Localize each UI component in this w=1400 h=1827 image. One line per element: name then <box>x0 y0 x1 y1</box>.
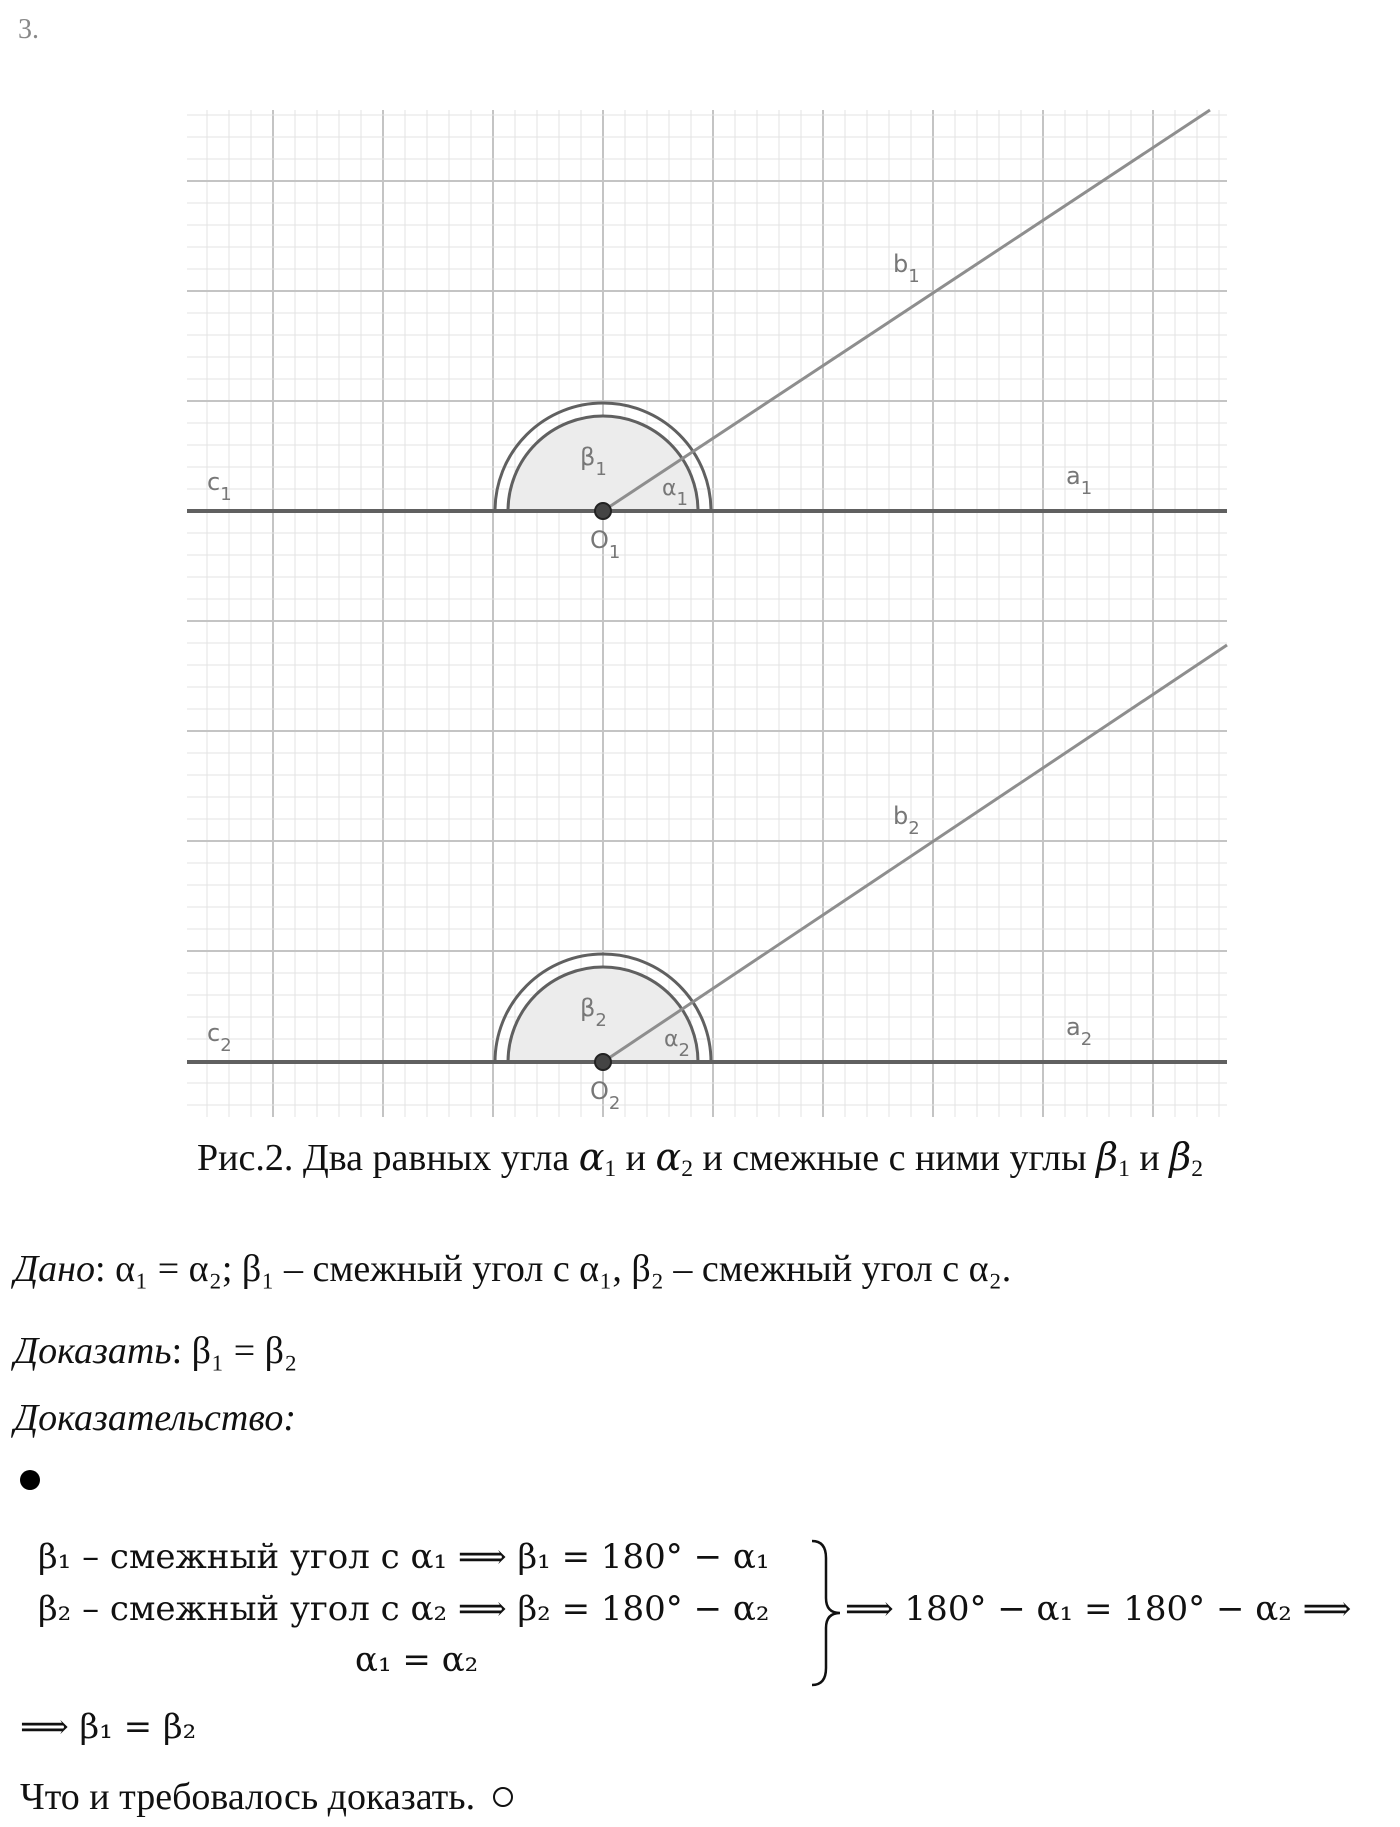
label-alpha2: $\alpha_2$ <box>664 1027 690 1061</box>
label-o1: $O_1$ <box>590 526 621 563</box>
label-beta2: $\beta_2$ <box>580 994 607 1031</box>
grid <box>187 110 1227 1117</box>
system-result: ⟹ 180° − α₁ = 180° − α₂ ⟹ <box>845 1589 1352 1629</box>
label-a2: $a_2$ <box>1066 1013 1093 1050</box>
ray-b2 <box>603 645 1227 1062</box>
label-a1: $a_1$ <box>1066 462 1093 499</box>
label-o2: $O_2$ <box>590 1077 621 1114</box>
given-line: Дано: α₁ = α₂; β₁ – смежный угол с α₁, β₂ – смежный угол с α₂. <box>14 1248 1012 1290</box>
point-o2 <box>595 1054 611 1070</box>
right-brace-icon <box>808 1538 844 1688</box>
qed-line <box>20 1775 513 1819</box>
figure-bottom <box>187 645 1227 1114</box>
circle-icon <box>493 1787 513 1807</box>
figure-top <box>187 110 1227 563</box>
prove-statement: β₁ = β₂ <box>191 1330 298 1372</box>
system-line-1: β₁ – смежный угол с α₁ ⟹ β₁ = 180° − α₁ <box>38 1537 770 1577</box>
given-label: Дано <box>14 1248 96 1290</box>
system-line-2: β₂ – смежный угол с α₂ ⟹ β₂ = 180° − α₂ <box>38 1589 770 1629</box>
problem-number: 3. <box>18 14 39 45</box>
conclusion: ⟹ β₁ = β₂ <box>20 1707 197 1747</box>
label-beta1: $\beta_1$ <box>580 443 607 480</box>
bullet-icon <box>20 1470 40 1490</box>
label-alpha1: $\alpha_1$ <box>662 476 688 510</box>
label-b1: $b_1$ <box>893 250 920 287</box>
prove-label: Доказать <box>14 1330 172 1372</box>
ray-b1 <box>603 110 1210 511</box>
point-o1 <box>595 503 611 519</box>
prove-line: Доказать: β₁ = β₂ <box>14 1330 298 1372</box>
proof-label: Доказательство: <box>14 1397 297 1439</box>
figure-caption: Рис.2. Два равных угла $\alpha_1$ и $\alpha_2$ и смежные с ними углы $\beta_1$ и $\beta_2$ <box>196 1135 1203 1182</box>
label-b2: $b_2$ <box>893 802 920 839</box>
given-statement: α₁ = α₂; β₁ – смежный угол с α₁, β₂ – смежный угол с α₂. <box>115 1248 1012 1290</box>
system-line-3: α₁ = α₂ <box>355 1640 479 1680</box>
label-c1: $c_1$ <box>207 468 232 505</box>
qed-text: Что и требовалось доказать. <box>20 1776 476 1818</box>
label-c2: $c_2$ <box>207 1019 232 1056</box>
